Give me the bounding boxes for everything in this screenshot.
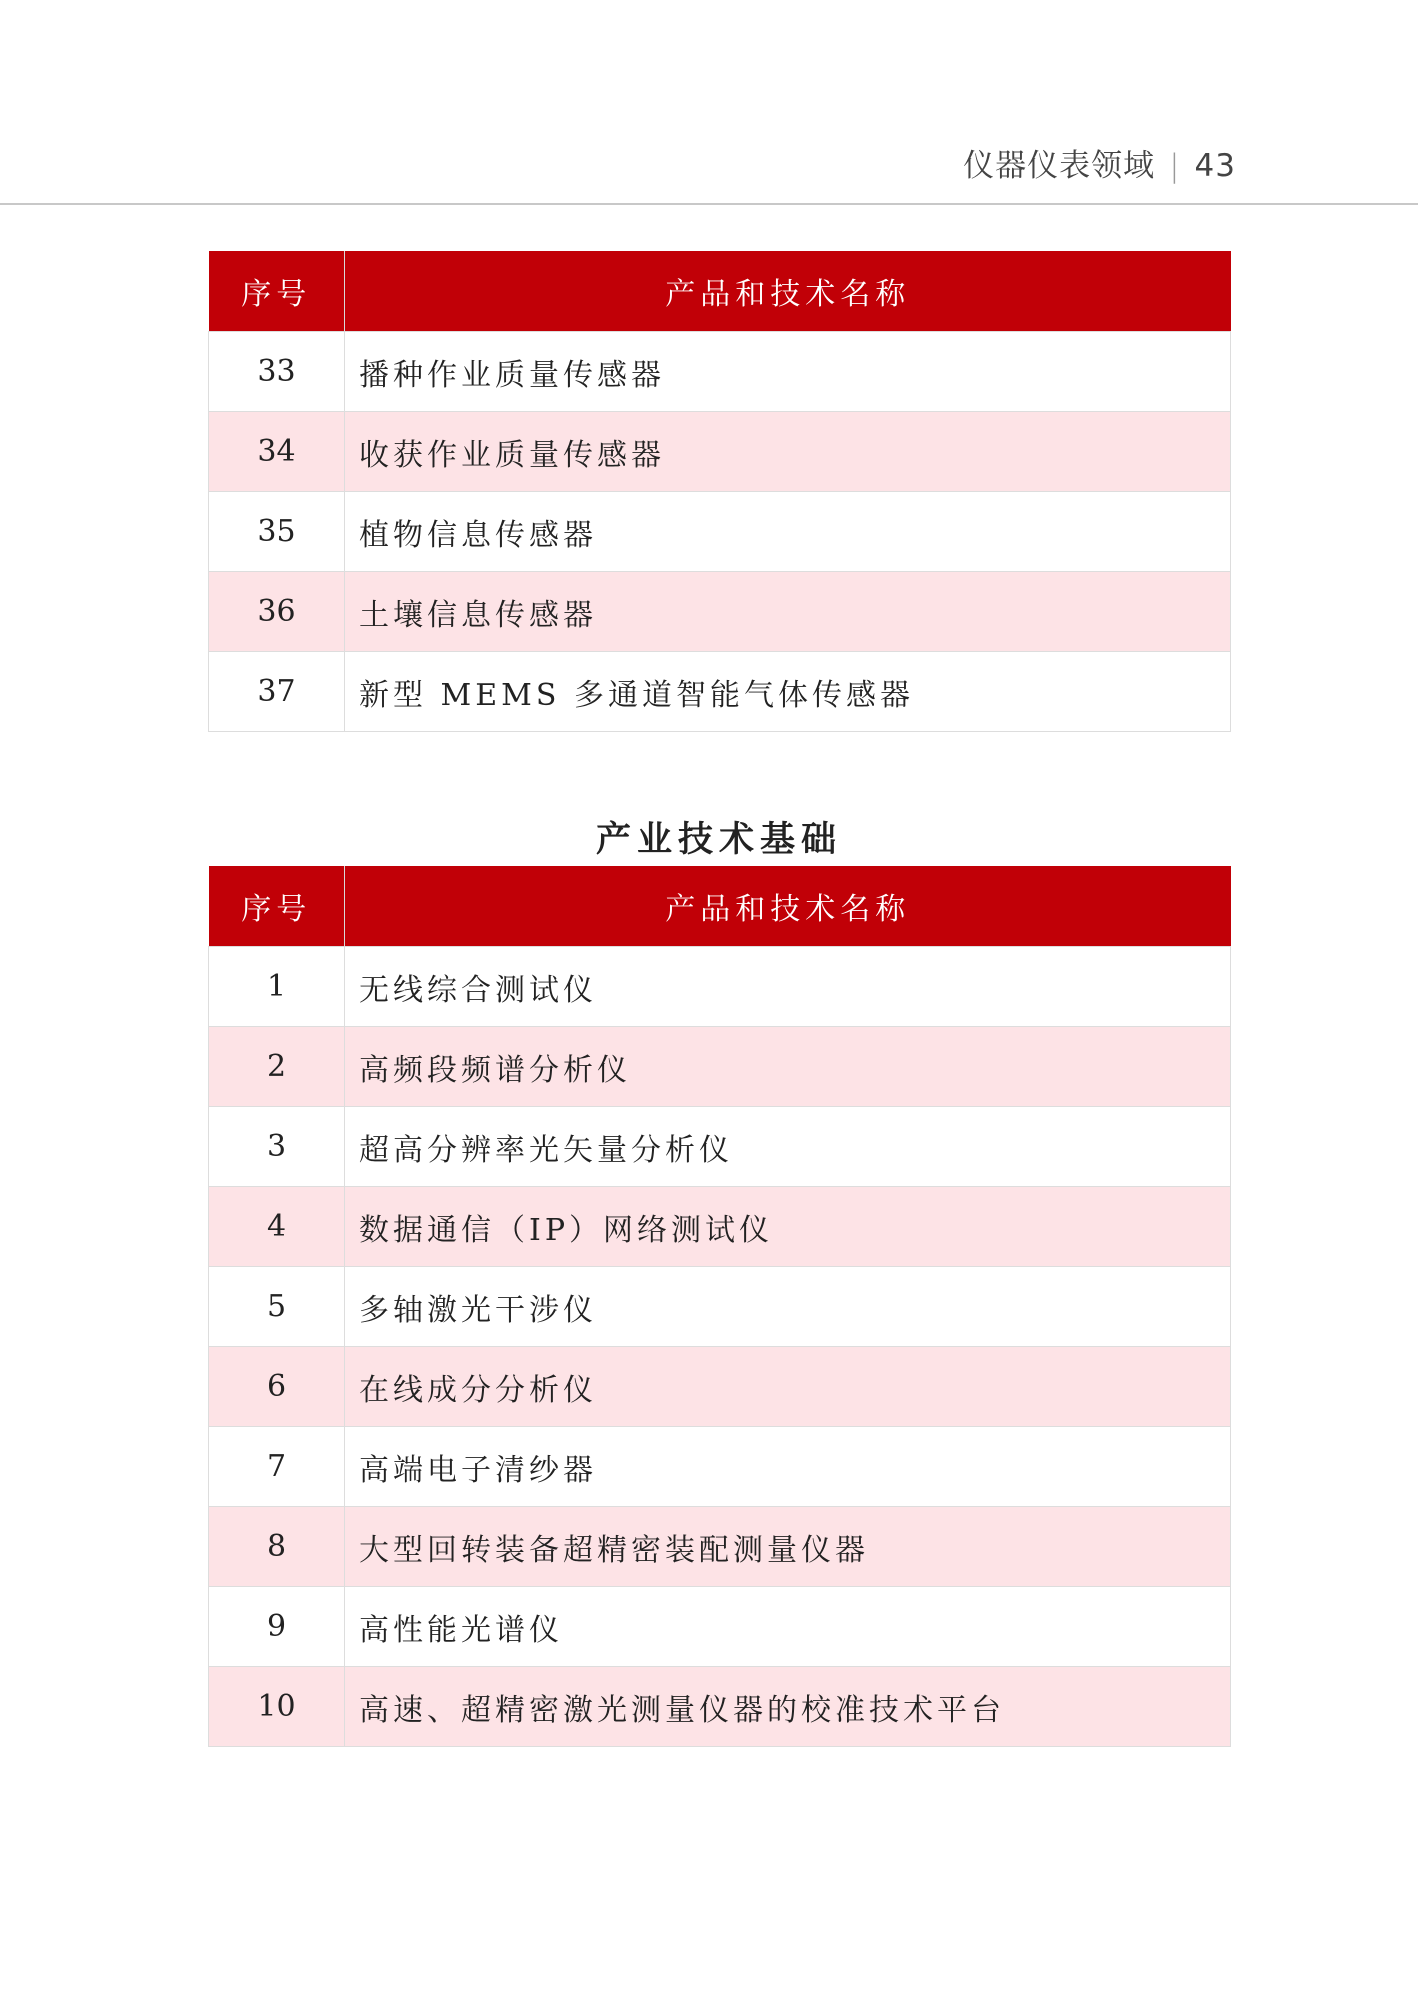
- column-header-name: 产品和技术名称: [345, 251, 1231, 332]
- row-name: 无线综合测试仪: [345, 947, 1231, 1027]
- row-number: 3: [209, 1107, 345, 1187]
- table-row: [209, 1267, 1231, 1347]
- row-name: 高端电子清纱器: [345, 1427, 1231, 1507]
- table-row: [209, 1107, 1231, 1187]
- table-row: [209, 1667, 1231, 1747]
- row-number: 36: [209, 572, 345, 652]
- page-number: 43: [1194, 148, 1236, 184]
- row-number: 6: [209, 1347, 345, 1427]
- row-number: 34: [209, 412, 345, 492]
- table-header-row: [209, 251, 1231, 332]
- row-number: 2: [209, 1027, 345, 1107]
- row-name: 播种作业质量传感器: [345, 332, 1231, 412]
- row-name: 在线成分分析仪: [345, 1347, 1231, 1427]
- row-name: 新型 MEMS 多通道智能气体传感器: [345, 652, 1231, 732]
- table-row: [209, 1027, 1231, 1107]
- products-table-sensors: [208, 251, 1231, 732]
- table-row: [209, 1507, 1231, 1587]
- row-name: 超高分辨率光矢量分析仪: [345, 1107, 1231, 1187]
- row-number: 35: [209, 492, 345, 572]
- row-name: 收获作业质量传感器: [345, 412, 1231, 492]
- table-row: [209, 947, 1231, 1027]
- row-number: 37: [209, 652, 345, 732]
- table-row: [209, 1587, 1231, 1667]
- row-number: 5: [209, 1267, 345, 1347]
- row-name: 土壤信息传感器: [345, 572, 1231, 652]
- column-header-name: 产品和技术名称: [345, 866, 1231, 947]
- row-number: 7: [209, 1427, 345, 1507]
- row-name: 高速、超精密激光测量仪器的校准技术平台: [345, 1667, 1231, 1747]
- row-number: 10: [209, 1667, 345, 1747]
- table-row: [209, 1187, 1231, 1267]
- row-name: 数据通信（IP）网络测试仪: [345, 1187, 1231, 1267]
- row-number: 1: [209, 947, 345, 1027]
- table-row: [209, 332, 1231, 412]
- column-header-number: 序号: [209, 251, 345, 332]
- section-name: 仪器仪表领域: [963, 148, 1156, 184]
- header-rule: [0, 203, 1418, 205]
- table-row: [209, 412, 1231, 492]
- header-separator: |: [1169, 148, 1181, 184]
- row-name: 植物信息传感器: [345, 492, 1231, 572]
- table-row: [209, 1347, 1231, 1427]
- section-title: 产业技术基础: [595, 819, 842, 860]
- row-name: 多轴激光干涉仪: [345, 1267, 1231, 1347]
- row-name: 大型回转装备超精密装配测量仪器: [345, 1507, 1231, 1587]
- row-number: 33: [209, 332, 345, 412]
- table-row: [209, 652, 1231, 732]
- row-number: 9: [209, 1587, 345, 1667]
- row-name: 高频段频谱分析仪: [345, 1027, 1231, 1107]
- table-row: [209, 1427, 1231, 1507]
- row-number: 8: [209, 1507, 345, 1587]
- row-number: 4: [209, 1187, 345, 1267]
- table-header-row: [209, 866, 1231, 947]
- products-table-industry-foundation: [208, 866, 1231, 1747]
- page-header: [963, 140, 1236, 185]
- table-row: [209, 572, 1231, 652]
- table-row: [209, 492, 1231, 572]
- column-header-number: 序号: [209, 866, 345, 947]
- row-name: 高性能光谱仪: [345, 1587, 1231, 1667]
